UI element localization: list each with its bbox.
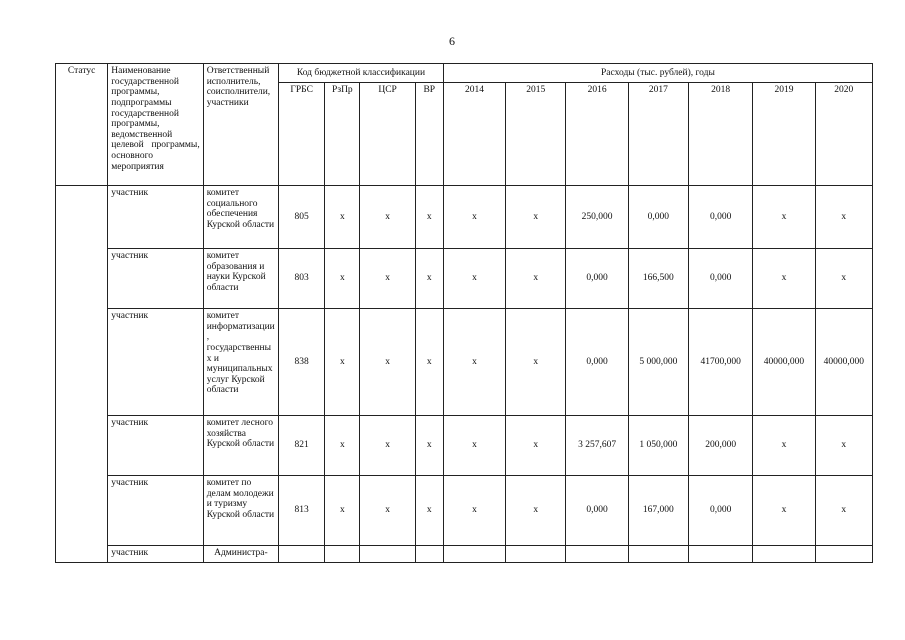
page-number: 6	[449, 34, 455, 48]
csr-cell	[360, 546, 415, 563]
grbs-cell	[279, 546, 325, 563]
value-2019-cell: х	[753, 249, 815, 309]
header-code-vr: ВР	[415, 83, 443, 186]
value-2015-cell	[506, 546, 566, 563]
value-2015-cell: х	[506, 416, 566, 476]
header-budget-code-group: Код бюджетной классификации	[279, 64, 444, 83]
grbs-cell: 821	[279, 416, 325, 476]
value-2016-cell	[566, 546, 628, 563]
value-2020-cell: х	[815, 249, 872, 309]
value-2019-cell	[753, 546, 815, 563]
value-2014-cell: х	[443, 186, 505, 249]
value-2016-cell: 0,000	[566, 476, 628, 546]
vr-cell: х	[415, 416, 443, 476]
table-row	[56, 416, 873, 476]
table-row	[56, 249, 873, 309]
value-2020-cell: х	[815, 476, 872, 546]
value-2017-cell: 0,000	[628, 186, 688, 249]
value-2014-cell: х	[443, 416, 505, 476]
value-2019-cell: х	[753, 476, 815, 546]
value-2018-cell: 200,000	[689, 416, 753, 476]
value-2016-cell: 250,000	[566, 186, 628, 249]
rzpr-cell: х	[325, 309, 360, 416]
value-2014-cell: х	[443, 476, 505, 546]
header-code-csr: ЦСР	[360, 83, 415, 186]
grbs-cell: 813	[279, 476, 325, 546]
header-code-grbs: ГРБС	[279, 83, 325, 186]
header-code-rzpr: РзПр	[325, 83, 360, 186]
table-header-row	[56, 64, 873, 83]
value-2019-cell: х	[753, 186, 815, 249]
vr-cell: х	[415, 249, 443, 309]
header-year-2018: 2018	[689, 83, 753, 186]
table-row	[56, 309, 873, 416]
header-year-2020: 2020	[815, 83, 872, 186]
role-cell: участник	[108, 249, 203, 309]
role-cell: участник	[108, 186, 203, 249]
owner-cell: Администра-	[203, 546, 278, 563]
value-2018-cell: 0,000	[689, 249, 753, 309]
owner-cell: комитет лесного хозяйства Курской области	[203, 416, 278, 476]
value-2018-cell: 0,000	[689, 186, 753, 249]
value-2014-cell: х	[443, 309, 505, 416]
value-2019-cell: 40000,000	[753, 309, 815, 416]
owner-cell: комитет образования и науки Курской области	[203, 249, 278, 309]
owner-cell: комитет информатизации, государственных и муниципальных услуг Курской области	[203, 309, 278, 416]
csr-cell: х	[360, 476, 415, 546]
value-2020-cell	[815, 546, 872, 563]
rzpr-cell: х	[325, 186, 360, 249]
grbs-cell: 805	[279, 186, 325, 249]
value-2014-cell: х	[443, 249, 505, 309]
value-2017-cell: 1 050,000	[628, 416, 688, 476]
role-cell: участник	[108, 309, 203, 416]
table-row	[56, 476, 873, 546]
vr-cell: х	[415, 476, 443, 546]
rzpr-cell: х	[325, 416, 360, 476]
csr-cell: х	[360, 309, 415, 416]
value-2016-cell: 0,000	[566, 309, 628, 416]
value-2020-cell: 40000,000	[815, 309, 872, 416]
rzpr-cell: х	[325, 476, 360, 546]
vr-cell: х	[415, 186, 443, 249]
header-responsible: Ответственный исполнитель, соисполнители, участники	[203, 64, 278, 186]
csr-cell: х	[360, 186, 415, 249]
header-year-2015: 2015	[506, 83, 566, 186]
csr-cell: х	[360, 249, 415, 309]
header-year-2019: 2019	[753, 83, 815, 186]
value-2018-cell: 0,000	[689, 476, 753, 546]
header-year-2016: 2016	[566, 83, 628, 186]
value-2016-cell: 0,000	[566, 249, 628, 309]
owner-cell: комитет социального обеспечения Курской области	[203, 186, 278, 249]
value-2017-cell	[628, 546, 688, 563]
value-2016-cell: 3 257,607	[566, 416, 628, 476]
table-row	[56, 186, 873, 249]
value-2017-cell: 167,000	[628, 476, 688, 546]
owner-cell: комитет по делам молодежи и туризму Курской области	[203, 476, 278, 546]
rzpr-cell: х	[325, 249, 360, 309]
value-2015-cell: х	[506, 309, 566, 416]
header-status: Статус	[56, 64, 108, 186]
value-2015-cell: х	[506, 249, 566, 309]
status-cell	[56, 186, 108, 563]
grbs-cell: 838	[279, 309, 325, 416]
header-year-2014: 2014	[443, 83, 505, 186]
value-2017-cell: 166,500	[628, 249, 688, 309]
value-2020-cell: х	[815, 416, 872, 476]
role-cell: участник	[108, 546, 203, 563]
value-2015-cell: х	[506, 476, 566, 546]
vr-cell	[415, 546, 443, 563]
value-2018-cell	[689, 546, 753, 563]
table-row	[56, 546, 873, 563]
value-2020-cell: х	[815, 186, 872, 249]
grbs-cell: 803	[279, 249, 325, 309]
csr-cell: х	[360, 416, 415, 476]
value-2015-cell: х	[506, 186, 566, 249]
value-2018-cell: 41700,000	[689, 309, 753, 416]
value-2017-cell: 5 000,000	[628, 309, 688, 416]
header-program-name: Наименование государственной программы, подпрограммы государственной программы, ведомственной целевой программы, основного мероприятия	[108, 64, 203, 186]
role-cell: участник	[108, 476, 203, 546]
role-cell: участник	[108, 416, 203, 476]
rzpr-cell	[325, 546, 360, 563]
value-2019-cell: х	[753, 416, 815, 476]
budget-table	[55, 63, 873, 563]
value-2014-cell	[443, 546, 505, 563]
header-expenses-group: Расходы (тыс. рублей), годы	[443, 64, 872, 83]
vr-cell: х	[415, 309, 443, 416]
header-year-2017: 2017	[628, 83, 688, 186]
